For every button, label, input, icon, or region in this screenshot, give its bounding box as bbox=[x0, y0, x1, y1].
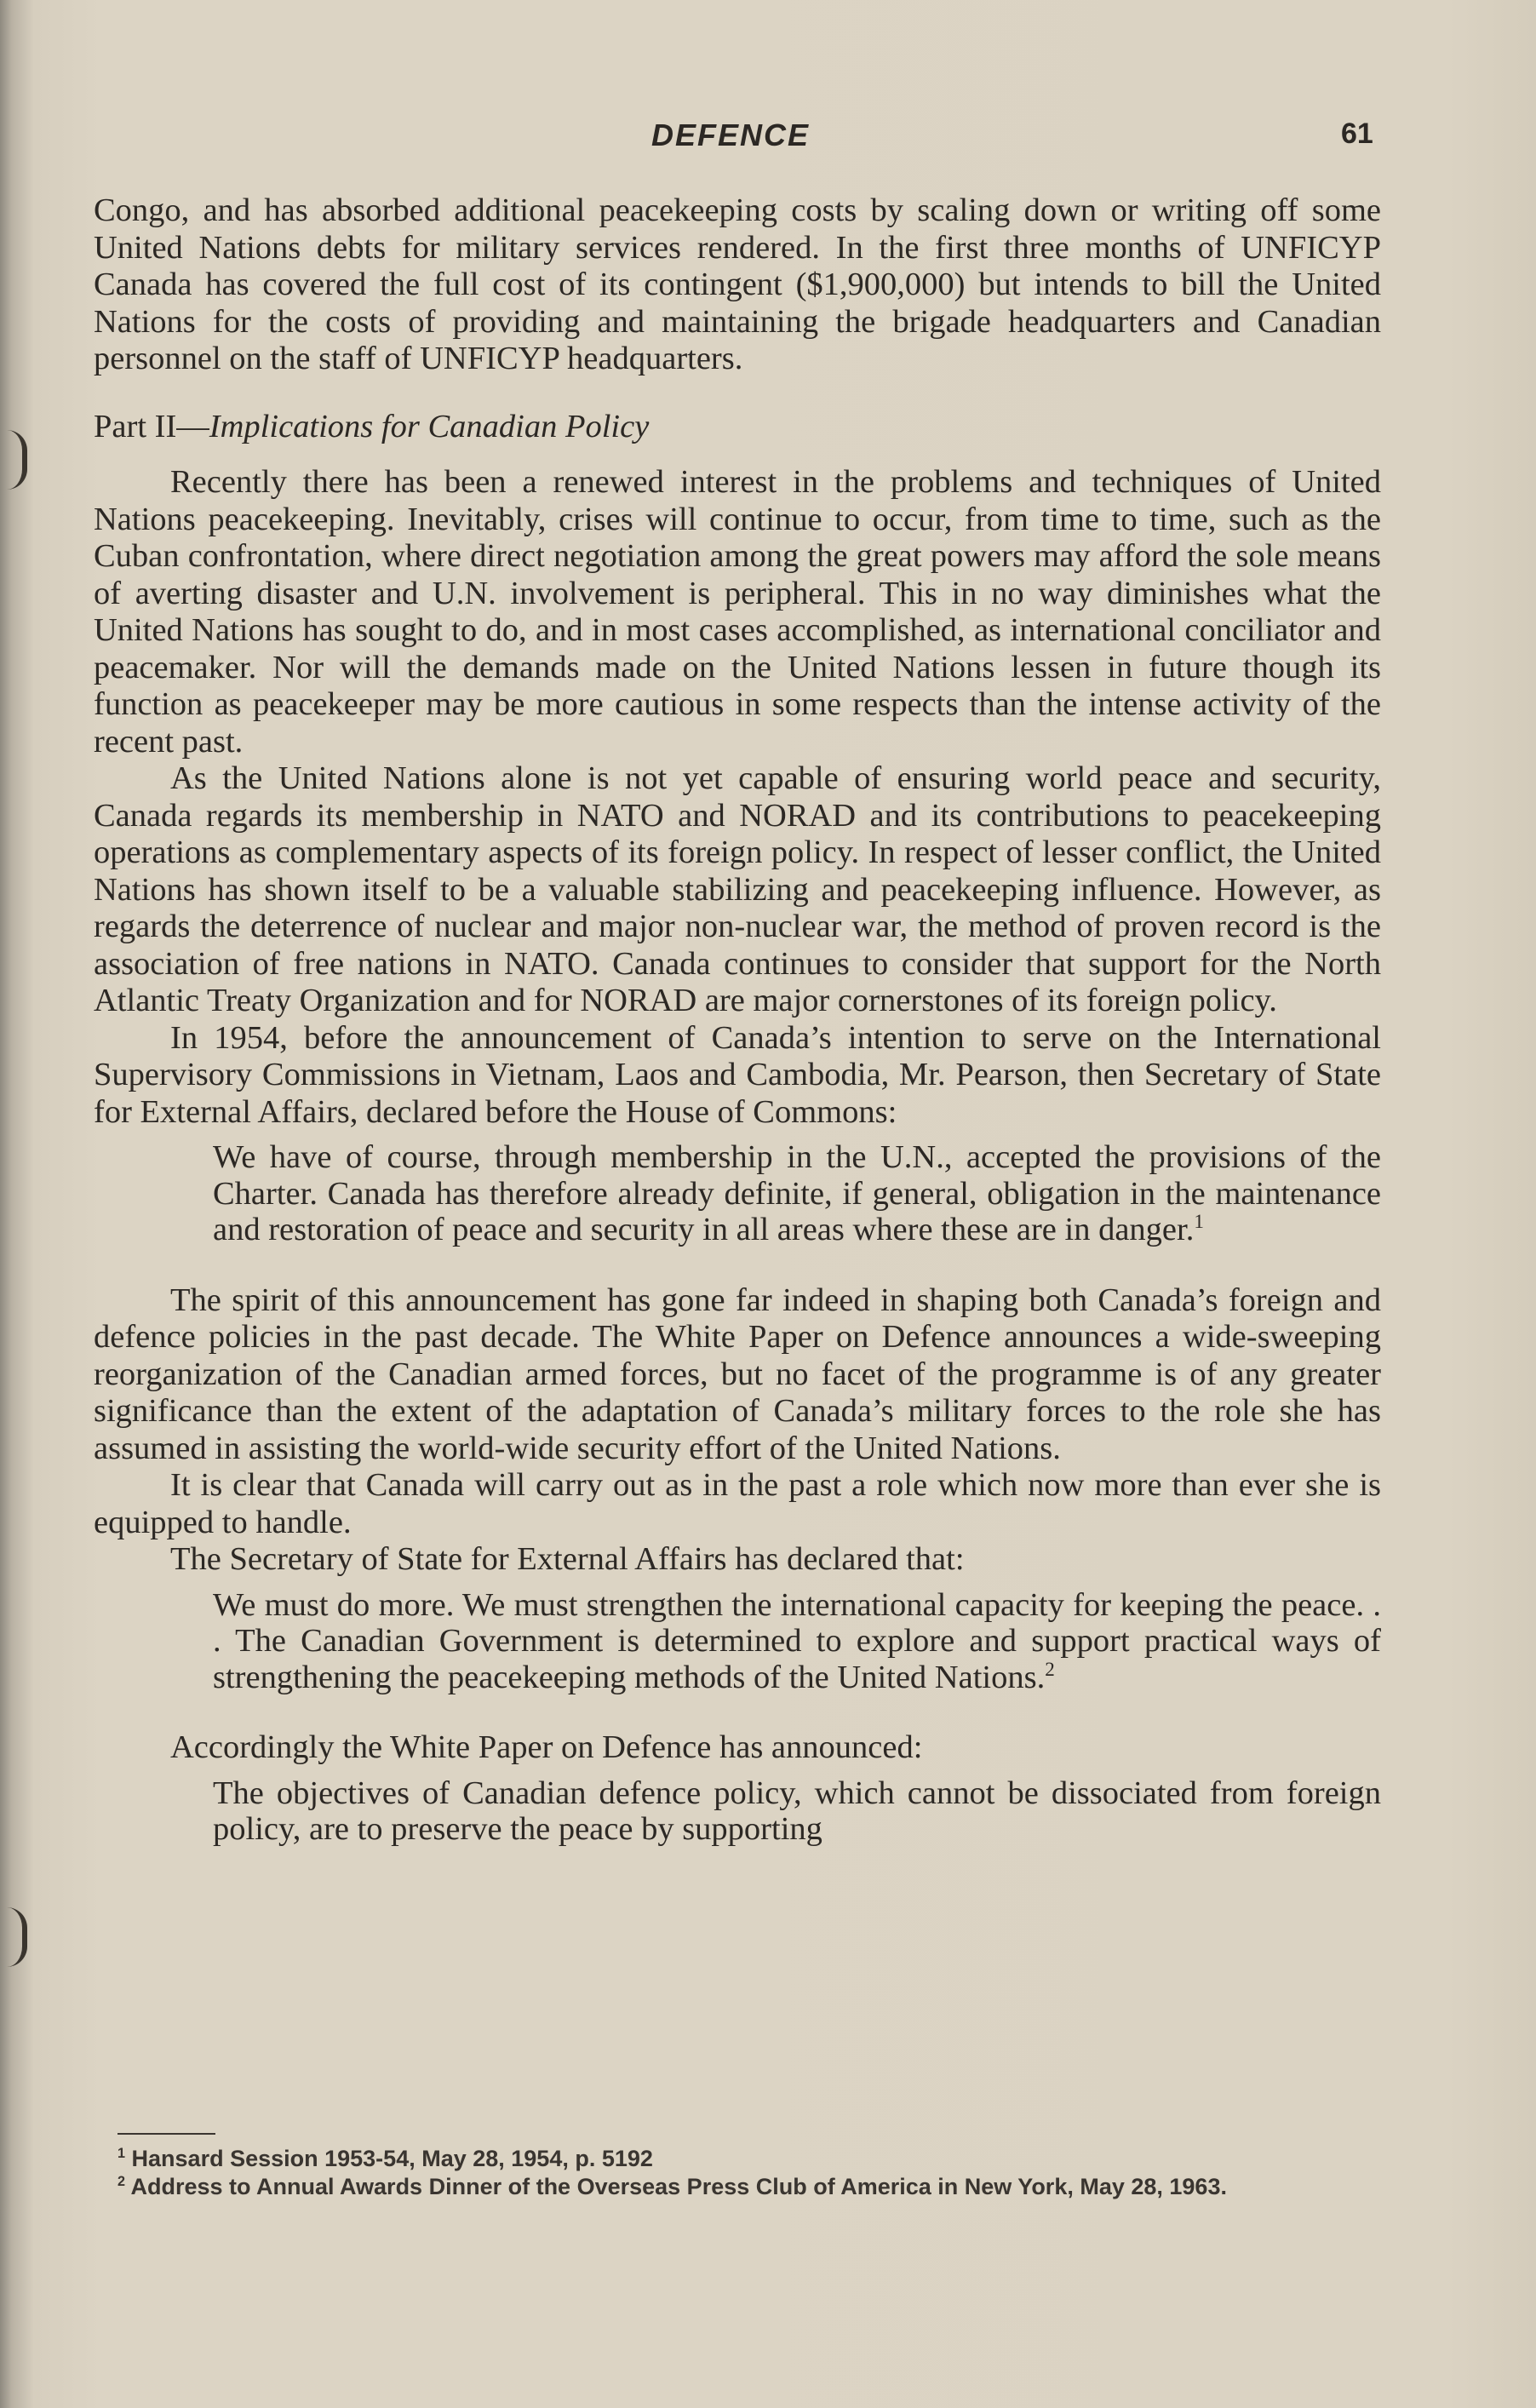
footnote-number: 2 bbox=[117, 2174, 126, 2189]
footnotes bbox=[117, 2133, 1395, 2203]
page-header bbox=[0, 118, 1536, 160]
section-heading bbox=[94, 409, 1381, 446]
paragraph: Accordingly the White Paper on Defence has announced: bbox=[170, 1729, 923, 1765]
heading-title: Implications for Canadian Policy bbox=[209, 408, 650, 444]
quote-text: We have of course, through membership in the U.N., accepted the provisions of the Charter. Canada has therefore already definite, if general, obligation in the maintenance and restoration of peace and security in all areas where these are in danger. bbox=[213, 1139, 1381, 1247]
body-text bbox=[94, 192, 1381, 1848]
paragraph: As the United Nations alone is not yet capable of ensuring world peace and security, Canada regards its membership in NATO and NORAD and its contributions to peacekeeping operations as complementary aspects of its foreign policy. In respect of lesser conflict, the United Nations has shown itself to be a valuable stabilizing and peacekeeping influence. However, as regards the deterrence of nuclear and major non-nuclear war, the method of proven record is the association of free nations in NATO. Canada continues to consider that support for the North Atlantic Treaty Organization and for NORAD are major cornerstones of its foreign policy. bbox=[94, 760, 1381, 1018]
footnote-ref: 1 bbox=[1194, 1210, 1204, 1233]
quote-text: We must do more. We must strengthen the international capacity for keeping the peace. . . The Canadian Government is determined to explore and support practical ways of strengthening the peacekeeping methods of the United Nations. bbox=[213, 1586, 1381, 1695]
footnote-ref: 2 bbox=[1045, 1657, 1055, 1680]
footnote bbox=[117, 2147, 1395, 2171]
block-quote: The objectives of Canadian defence policy, which cannot be dissociated from foreign policy, are to preserve the peace by supporting bbox=[213, 1774, 1381, 1847]
block-quote bbox=[213, 1587, 1381, 1696]
binding-mark bbox=[7, 430, 27, 490]
footnote-rule bbox=[117, 2133, 215, 2135]
paragraph: It is clear that Canada will carry out as in the past a role which now more than ever she is equipped to handle. bbox=[94, 1467, 1381, 1540]
footnote-number: 1 bbox=[117, 2146, 126, 2161]
paragraph: In 1954, before the announcement of Canada’s intention to serve on the International Supervisory Commissions in Vietnam, Laos and Cambodia, Mr. Pearson, then Secretary of State for External Affairs, declared before the House of Commons: bbox=[94, 1019, 1381, 1130]
running-title: DEFENCE bbox=[651, 118, 811, 152]
footnote bbox=[117, 2175, 1395, 2199]
binding-mark bbox=[7, 1907, 27, 1967]
paragraph: Recently there has been a renewed interest in the problems and techniques of United Nations peacekeeping. Inevitably, crises will continue to occur, from time to time, such as the Cuban confrontation, where direct negotiation among the great powers may afford the sole means of averting disaster and U.N. involvement is peripheral. This in no way diminishes what the United Nations has sought to do, and in most cases accomplished, as international conciliator and peacemaker. Nor will the demands made on the United Nations lessen in future though its function as peacekeeper may be more cautious in some respects than the intense activity of the recent past. bbox=[94, 464, 1381, 760]
footnote-text: Address to Annual Awards Dinner of the Overseas Press Club of America in New York, May 28, 1963. bbox=[130, 2174, 1227, 2199]
paragraph: Congo, and has absorbed additional peacekeeping costs by scaling down or writing off some United Nations debts for military services rendered. In the first three months of UNFICYP Canada has covered the full cost of its contingent ($1,900,000) but intends to bill the United Nations for the costs of providing and maintaining the brigade headquarters and Canadian personnel on the staff of UNFICYP headquarters. bbox=[94, 192, 1381, 376]
block-quote bbox=[213, 1139, 1381, 1248]
footnote-text: Hansard Session 1953-54, May 28, 1954, p. 5192 bbox=[131, 2146, 653, 2171]
paragraph: The spirit of this announcement has gone far indeed in shaping both Canada’s foreign and defence policies in the past decade. The White Paper on Defence announces a wide-sweeping reorganization of the Canadian armed forces, but no facet of the programme is of any greater significance than the extent of the adaptation of Canada’s military forces to the role she has assumed in assisting the world-wide security effort of the United Nations. bbox=[94, 1281, 1381, 1466]
heading-prefix: Part II— bbox=[94, 408, 209, 444]
paragraph: The Secretary of State for External Affairs has declared that: bbox=[170, 1541, 965, 1577]
page-number: 61 bbox=[1341, 118, 1373, 150]
